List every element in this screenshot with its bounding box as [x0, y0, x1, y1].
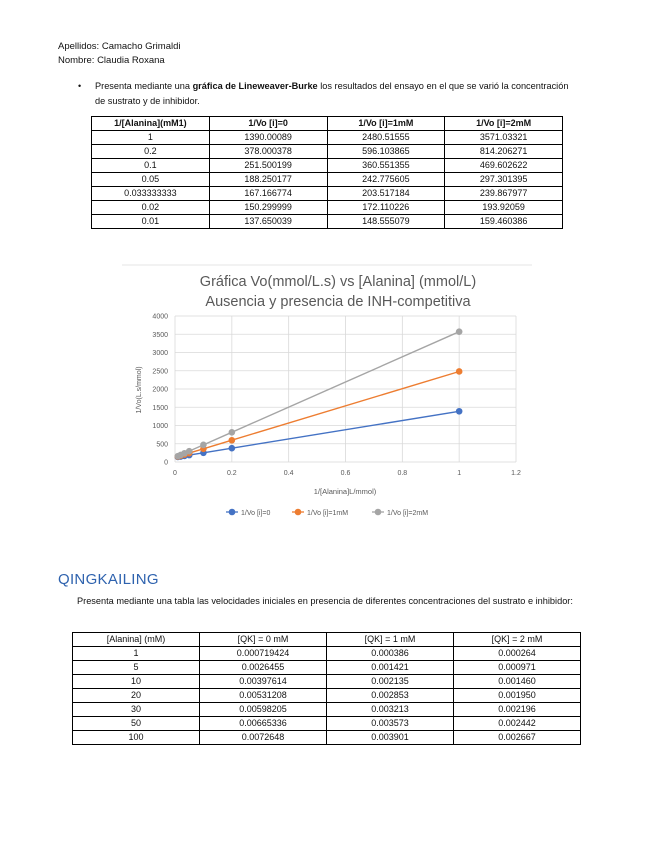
table-cell: 148.555079 — [327, 215, 445, 229]
y-tick-label: 0 — [164, 459, 168, 467]
chart-y-ticks — [152, 314, 168, 467]
velocities-table — [72, 632, 581, 745]
data-point-series-0 — [456, 408, 463, 415]
table-cell: 159.460386 — [445, 215, 563, 229]
table-cell: 1 — [73, 647, 200, 661]
legend-label-series-0: 1/Vo [i]=0 — [241, 510, 271, 517]
bullet-suffix: los resultados del ensayo en el que se varió la concentración de sustrato y de inhibidor. — [95, 81, 569, 106]
y-tick-label: 3000 — [152, 350, 168, 357]
table-row — [73, 661, 581, 675]
section-title: QINGKAILING — [58, 571, 159, 588]
table-cell: 251.500199 — [209, 159, 327, 173]
table-row — [73, 731, 581, 745]
table-cell: 239.867977 — [445, 187, 563, 201]
table-cell: 0.002442 — [454, 717, 581, 731]
y-tick-label: 4000 — [152, 313, 168, 321]
table-cell: 0.00397614 — [200, 675, 327, 689]
data-point-series-2 — [456, 328, 463, 335]
table-row — [73, 675, 581, 689]
x-tick-label: 0.4 — [283, 470, 294, 477]
x-tick-label: 1 — [457, 470, 462, 477]
legend-label-series-2: 1/Vo [i]=2mM — [387, 510, 429, 517]
table-cell: 1390.00089 — [209, 131, 327, 145]
y-tick-label: 1000 — [152, 423, 168, 430]
table-cell: 814.206271 — [445, 145, 563, 159]
table-cell: 469.602622 — [445, 159, 563, 173]
table-cell: 297.301395 — [445, 173, 563, 187]
x-tick-label: 0.8 — [397, 470, 408, 477]
table-cell: 20 — [73, 689, 200, 703]
table-cell: 0.2 — [92, 145, 210, 159]
table-cell: 188.250177 — [209, 173, 327, 187]
chart-series-lines — [178, 332, 459, 457]
table-cell: 203.517184 — [327, 187, 445, 201]
y-tick-label: 500 — [156, 441, 168, 449]
table-cell: 242.775605 — [327, 173, 445, 187]
table-cell: 167.166774 — [209, 187, 327, 201]
table-cell: 193.92059 — [445, 201, 563, 215]
nombre-line: Nombre: Claudia Roxana — [58, 55, 165, 66]
table-cell: 137.650039 — [209, 215, 327, 229]
section-description: Presenta mediante una tabla las velocidades iniciales en presencia de diferentes concentraciones del sustrato e inhibidor: — [77, 596, 573, 606]
table-cell: 0.000719424 — [200, 647, 327, 661]
table-cell: 0.002667 — [454, 731, 581, 745]
y-tick-label: 2500 — [152, 368, 168, 376]
table-cell: 10 — [73, 675, 200, 689]
table-cell: 0.01 — [92, 215, 210, 229]
chart-legend — [226, 509, 428, 517]
chart-y-axis-label: 1/Vo(L.s/mmol) — [136, 366, 143, 414]
table1-header: 1/Vo [i]=2mM — [445, 117, 563, 131]
table-cell: 0.00665336 — [200, 717, 327, 731]
data-point-series-2 — [186, 448, 193, 455]
table-cell: 150.299999 — [209, 201, 327, 215]
table-cell: 0.0072648 — [200, 731, 327, 745]
table-cell: 0.033333333 — [92, 187, 210, 201]
series-line-2 — [178, 332, 459, 457]
data-point-series-2 — [229, 429, 236, 436]
table-cell: 0.002853 — [327, 689, 454, 703]
table-cell: 596.103865 — [327, 145, 445, 159]
data-point-series-1 — [229, 437, 236, 444]
chart-x-axis-label: 1/[Alanina]L/mmol) — [313, 487, 377, 496]
y-tick-label: 2000 — [152, 386, 168, 394]
table1-header: 1/Vo [i]=1mM — [327, 117, 445, 131]
apellidos-line: Apellidos: Camacho Grimaldi — [58, 41, 181, 52]
table-cell: 0.001950 — [454, 689, 581, 703]
table1-header: 1/[Alanina](mM1) — [92, 117, 210, 131]
table-cell: 0.000971 — [454, 661, 581, 675]
table1-header: 1/Vo [i]=0 — [209, 117, 327, 131]
legend-marker-series-0 — [229, 509, 236, 516]
table-cell: 172.110226 — [327, 201, 445, 215]
table-row — [73, 647, 581, 661]
table-cell: 0.000264 — [454, 647, 581, 661]
x-tick-label: 0 — [173, 470, 177, 477]
table-cell: 30 — [73, 703, 200, 717]
table-cell: 5 — [73, 661, 200, 675]
table-cell: 0.0026455 — [200, 661, 327, 675]
table-row — [73, 689, 581, 703]
table-cell: 378.000378 — [209, 145, 327, 159]
table-row — [73, 717, 581, 731]
chart-gridlines — [175, 316, 516, 462]
table-cell: 0.00598205 — [200, 703, 327, 717]
table-cell: 0.002196 — [454, 703, 581, 717]
data-point-series-1 — [456, 368, 463, 375]
table-cell: 0.003901 — [327, 731, 454, 745]
series-line-0 — [178, 411, 459, 457]
table-cell: 0.003213 — [327, 703, 454, 717]
x-tick-label: 1.2 — [511, 470, 521, 477]
table-cell: 0.000386 — [327, 647, 454, 661]
table2-header: [QK] = 2 mM — [454, 633, 581, 647]
table-cell: 2480.51555 — [327, 131, 445, 145]
data-point-series-2 — [200, 442, 207, 449]
table2-header: [Alanina] (mM) — [73, 633, 200, 647]
table-cell: 0.001460 — [454, 675, 581, 689]
y-tick-label: 1500 — [152, 404, 168, 412]
data-point-series-0 — [229, 445, 236, 452]
table-cell: 0.05 — [92, 173, 210, 187]
table-cell: 0.00531208 — [200, 689, 327, 703]
table-cell: 3571.03321 — [445, 131, 563, 145]
table-cell: 0.002135 — [327, 675, 454, 689]
table-cell: 1 — [92, 131, 210, 145]
bullet-bold: gráfica de Lineweaver-Burke — [192, 81, 318, 91]
x-tick-label: 0.2 — [226, 470, 237, 477]
x-tick-label: 0.6 — [340, 470, 351, 477]
table2-header: [QK] = 1 mM — [327, 633, 454, 647]
table-row — [73, 703, 581, 717]
chart-subtitle: Ausencia y presencia de INH-competitiva — [205, 294, 471, 310]
chart-x-ticks — [173, 470, 521, 477]
table-cell: 360.551355 — [327, 159, 445, 173]
table-cell: 50 — [73, 717, 200, 731]
y-tick-label: 3500 — [152, 331, 168, 339]
legend-marker-series-2 — [375, 509, 382, 516]
legend-label-series-1: 1/Vo [i]=1mM — [307, 510, 349, 517]
table-cell: 0.02 — [92, 201, 210, 215]
table-cell: 0.001421 — [327, 661, 454, 675]
bullet-prefix: Presenta mediante una — [95, 81, 193, 91]
table-cell: 0.003573 — [327, 717, 454, 731]
chart-title: Gráfica Vo(mmol/L.s) vs [Alanina] (mmol/L) — [199, 274, 477, 290]
table2-header: [QK] = 0 mM — [200, 633, 327, 647]
bullet-dot: • — [78, 81, 82, 91]
table-cell: 0.1 — [92, 159, 210, 173]
legend-marker-series-1 — [295, 509, 302, 516]
table-cell: 100 — [73, 731, 200, 745]
